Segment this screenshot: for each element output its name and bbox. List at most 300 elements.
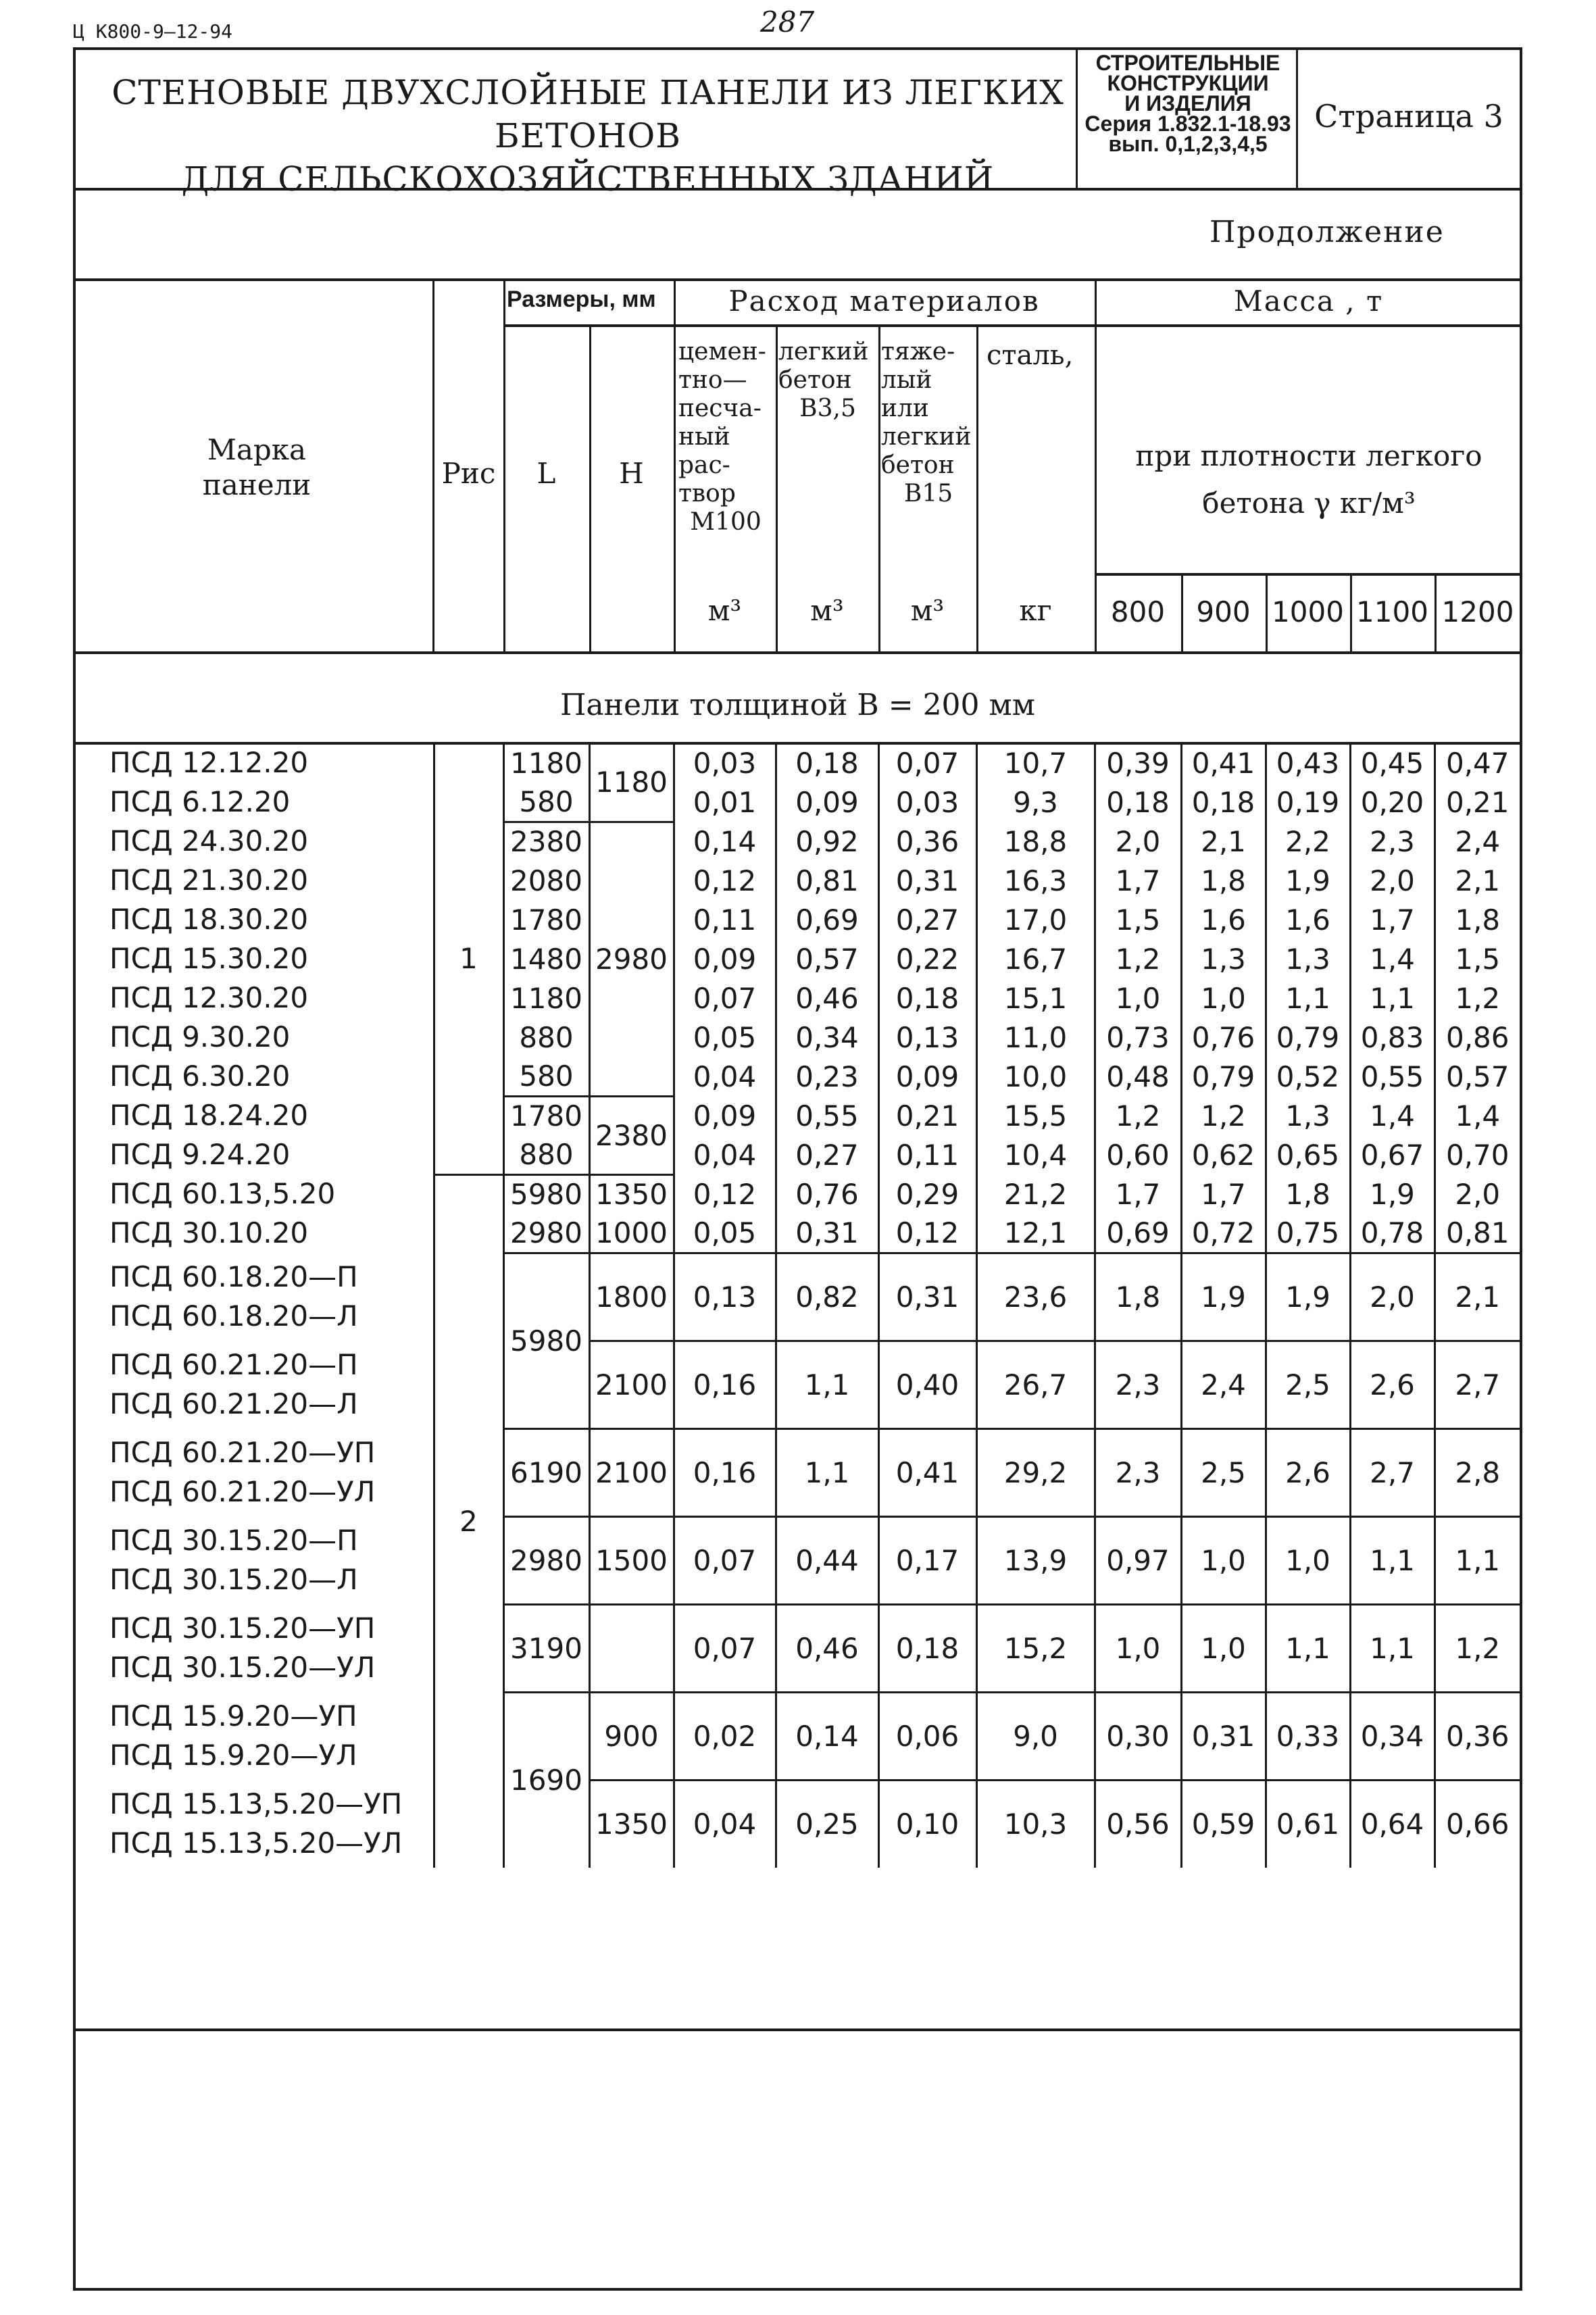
value-cell: 10,4 — [976, 1135, 1095, 1174]
series-line: Серия 1.832.1-18.93 — [1084, 111, 1291, 136]
length-L: 1480 — [503, 939, 589, 978]
value-cell: 0,21 — [1435, 782, 1520, 822]
panel-table — [76, 743, 1520, 1868]
value-cell: 1,8 — [1266, 1174, 1350, 1214]
value-cell: 0,79 — [1266, 1018, 1350, 1057]
panel-mark-pair — [76, 1516, 434, 1604]
value-cell: 1,1 — [1350, 1516, 1435, 1604]
value-cell: 0,97 — [1095, 1516, 1181, 1604]
value-cell: 2,7 — [1350, 1428, 1435, 1516]
length-L: 2980 — [503, 1214, 589, 1253]
hdr-text: лый — [881, 366, 932, 394]
value-cell: 2,0 — [1350, 861, 1435, 900]
value-cell: 0,07 — [674, 1516, 776, 1604]
table-row — [76, 861, 1520, 900]
table-row — [76, 1604, 1520, 1692]
height-H: 1500 — [589, 1516, 674, 1604]
hdr-text: панели — [202, 468, 311, 501]
value-cell: 0,46 — [776, 978, 878, 1018]
value-cell: 0,57 — [776, 939, 878, 978]
length-L: 1180 — [503, 743, 589, 782]
value-cell: 0,31 — [878, 1253, 976, 1341]
value-cell: 0,18 — [776, 743, 878, 782]
value-cell: 1,6 — [1266, 900, 1350, 939]
value-cell: 0,36 — [1435, 1692, 1520, 1780]
value-cell: 1,0 — [1181, 1604, 1266, 1692]
hdr-text: тно— — [678, 366, 747, 394]
figure-number: 2 — [434, 1174, 503, 1868]
value-cell: 1,7 — [1095, 1174, 1181, 1214]
panel-mark: ПСД 60.18.20—П — [109, 1260, 358, 1293]
value-cell: 0,09 — [674, 939, 776, 978]
unit-steel: кг — [1019, 594, 1052, 627]
value-cell: 15,2 — [976, 1604, 1095, 1692]
height-H: 2380 — [589, 1096, 674, 1174]
value-cell: 0,60 — [1095, 1135, 1181, 1174]
title-line-1: СТЕНОВЫЕ ДВУХСЛОЙНЫЕ ПАНЕЛИ ИЗ ЛЕГКИХ БЕТОНОВ — [111, 73, 1064, 155]
series-line: СТРОИТЕЛЬНЫЕ — [1095, 51, 1280, 75]
value-cell: 12,1 — [976, 1214, 1095, 1253]
panel-mark-pair — [76, 1341, 434, 1428]
height-H: 2100 — [589, 1341, 674, 1428]
value-cell: 0,22 — [878, 939, 976, 978]
value-cell: 13,9 — [976, 1516, 1095, 1604]
value-cell: 0,13 — [878, 1018, 976, 1057]
value-cell: 1,7 — [1350, 900, 1435, 939]
panel-mark: ПСД 60.21.20—УП — [109, 1436, 376, 1469]
value-cell: 0,07 — [674, 1604, 776, 1692]
series-line: И ИЗДЕЛИЯ — [1124, 91, 1251, 116]
fig-header: Рис — [441, 457, 496, 490]
value-cell: 1,9 — [1350, 1174, 1435, 1214]
value-cell: 15,1 — [976, 978, 1095, 1018]
value-cell: 0,46 — [776, 1604, 878, 1692]
value-cell: 0,82 — [776, 1253, 878, 1341]
density-1000: 1000 — [1272, 595, 1344, 628]
table-row — [76, 1018, 1520, 1057]
value-cell: 0,39 — [1095, 743, 1181, 782]
value-cell: 1,2 — [1095, 939, 1181, 978]
value-cell: 1,7 — [1181, 1174, 1266, 1214]
value-cell: 0,11 — [674, 900, 776, 939]
value-cell: 0,47 — [1435, 743, 1520, 782]
value-cell: 2,6 — [1266, 1428, 1350, 1516]
panel-mark: ПСД 18.30.20 — [109, 903, 309, 936]
value-cell: 0,61 — [1266, 1780, 1350, 1868]
value-cell: 0,31 — [776, 1214, 878, 1253]
height-H: 2980 — [589, 822, 674, 1096]
sizes-header: Размеры, мм — [507, 287, 656, 312]
hdr-text: тяже- — [881, 338, 955, 366]
table-row — [76, 1253, 1520, 1341]
series-line: вып. 0,1,2,3,4,5 — [1108, 132, 1268, 156]
value-cell: 0,41 — [878, 1428, 976, 1516]
value-cell: 1,6 — [1181, 900, 1266, 939]
table-bottom — [73, 2028, 1522, 2031]
table-row — [76, 1135, 1520, 1174]
value-cell: 1,0 — [1181, 1516, 1266, 1604]
title-line-2: ДЛЯ СЕЛЬСКОХОЗЯЙСТВЕННЫХ ЗДАНИЙ — [181, 159, 995, 199]
value-cell: 10,3 — [976, 1780, 1095, 1868]
value-cell: 2,1 — [1435, 1253, 1520, 1341]
length-L: 1780 — [503, 900, 589, 939]
table-row — [76, 1428, 1520, 1516]
value-cell: 0,27 — [878, 900, 976, 939]
panel-mark: ПСД 60.21.20—П — [109, 1348, 358, 1381]
density-800: 800 — [1110, 595, 1166, 628]
value-cell: 1,1 — [1350, 1604, 1435, 1692]
value-cell: 0,56 — [1095, 1780, 1181, 1868]
height-H: 1350 — [589, 1780, 674, 1868]
value-cell: 1,9 — [1266, 1253, 1350, 1341]
value-cell: 0,29 — [878, 1174, 976, 1214]
panel-mark-pair — [76, 1253, 434, 1341]
value-cell: 2,8 — [1435, 1428, 1520, 1516]
value-cell: 1,5 — [1095, 900, 1181, 939]
table-row — [76, 978, 1520, 1018]
hdr-line — [73, 651, 1522, 654]
hdr-text: бетон — [881, 451, 955, 479]
value-cell: 9,0 — [976, 1692, 1095, 1780]
length-L: 2980 — [503, 1516, 589, 1604]
value-cell: 0,19 — [1266, 782, 1350, 822]
value-cell: 0,41 — [1181, 743, 1266, 782]
value-cell: 1,4 — [1350, 1096, 1435, 1135]
value-cell: 0,79 — [1181, 1057, 1266, 1096]
light-concrete-header — [778, 338, 877, 423]
value-cell: 1,4 — [1350, 939, 1435, 978]
value-cell: 0,17 — [878, 1516, 976, 1604]
value-cell: 0,18 — [1181, 782, 1266, 822]
value-cell: 1,2 — [1095, 1096, 1181, 1135]
value-cell: 18,8 — [976, 822, 1095, 861]
value-cell: 0,72 — [1181, 1214, 1266, 1253]
value-cell: 1,2 — [1435, 1604, 1520, 1692]
table-row — [76, 1214, 1520, 1253]
panel-mark: ПСД 6.12.20 — [109, 785, 291, 818]
panel-mark: ПСД 60.13,5.20 — [109, 1177, 336, 1210]
value-cell: 1,8 — [1435, 900, 1520, 939]
value-cell: 2,7 — [1435, 1341, 1520, 1428]
value-cell: 0,55 — [1350, 1057, 1435, 1096]
length-L: 5980 — [503, 1174, 589, 1214]
value-cell: 0,76 — [1181, 1018, 1266, 1057]
value-cell: 0,67 — [1350, 1135, 1435, 1174]
value-cell: 0,14 — [674, 822, 776, 861]
length-L: 3190 — [503, 1604, 589, 1692]
value-cell: 0,69 — [1095, 1214, 1181, 1253]
continuation-label: Продолжение — [1210, 215, 1445, 249]
value-cell: 2,3 — [1350, 822, 1435, 861]
page-label: Страница 3 — [1314, 98, 1503, 134]
value-cell: 1,1 — [1435, 1516, 1520, 1604]
value-cell: 0,12 — [674, 861, 776, 900]
figure-number: 1 — [434, 743, 503, 1174]
value-cell: 2,1 — [1181, 822, 1266, 861]
length-L: 2380 — [503, 822, 589, 861]
value-cell: 29,2 — [976, 1428, 1095, 1516]
value-cell: 2,5 — [1266, 1341, 1350, 1428]
table-row — [76, 939, 1520, 978]
value-cell: 0,70 — [1435, 1135, 1520, 1174]
value-cell: 1,3 — [1266, 1096, 1350, 1135]
table-row — [76, 1692, 1520, 1780]
unit-light: м³ — [810, 594, 844, 627]
value-cell: 0,34 — [1350, 1692, 1435, 1780]
value-cell: 0,09 — [878, 1057, 976, 1096]
value-cell: 0,09 — [776, 782, 878, 822]
length-L: 580 — [503, 782, 589, 822]
hdr-text: В3,5 — [799, 395, 856, 422]
length-L: 1180 — [503, 978, 589, 1018]
panel-mark: ПСД 30.15.20—УП — [109, 1612, 376, 1645]
value-cell: 1,2 — [1435, 978, 1520, 1018]
value-cell: 0,12 — [674, 1174, 776, 1214]
value-cell: 2,4 — [1435, 822, 1520, 861]
panel-mark-pair — [76, 1428, 434, 1516]
value-cell: 0,12 — [878, 1214, 976, 1253]
value-cell: 0,83 — [1350, 1018, 1435, 1057]
panel-mark: ПСД 60.18.20—Л — [109, 1299, 358, 1333]
value-cell: 0,43 — [1266, 743, 1350, 782]
value-cell: 0,27 — [776, 1135, 878, 1174]
length-L: 880 — [503, 1135, 589, 1174]
value-cell: 0,86 — [1435, 1018, 1520, 1057]
value-cell: 0,20 — [1350, 782, 1435, 822]
height-H: 1350 — [589, 1174, 674, 1214]
value-cell: 0,25 — [776, 1780, 878, 1868]
value-cell: 0,13 — [674, 1253, 776, 1341]
value-cell: 0,76 — [776, 1174, 878, 1214]
value-cell: 2,4 — [1181, 1341, 1266, 1428]
value-cell: 0,02 — [674, 1692, 776, 1780]
value-cell: 0,81 — [776, 861, 878, 900]
section-title: Панели толщиной В = 200 мм — [560, 688, 1035, 722]
value-cell: 16,3 — [976, 861, 1095, 900]
panel-mark: ПСД 18.24.20 — [109, 1099, 309, 1132]
document-title — [101, 71, 1074, 201]
value-cell: 2,0 — [1095, 822, 1181, 861]
value-cell: 2,5 — [1181, 1428, 1266, 1516]
table-row — [76, 743, 1520, 782]
table-body — [76, 743, 1520, 1868]
value-cell: 0,06 — [878, 1692, 976, 1780]
panel-mark-pair — [76, 1692, 434, 1780]
length-L: 5980 — [503, 1253, 589, 1428]
table-row — [76, 782, 1520, 822]
panel-mark: ПСД 9.30.20 — [109, 1020, 291, 1053]
hdr-text: Марка — [207, 433, 307, 466]
value-cell: 0,04 — [674, 1057, 776, 1096]
handwritten-page-number: 287 — [760, 5, 815, 39]
value-cell: 0,18 — [878, 978, 976, 1018]
panel-mark: ПСД 6.30.20 — [109, 1060, 291, 1093]
value-cell: 0,04 — [674, 1135, 776, 1174]
value-cell: 0,33 — [1266, 1692, 1350, 1780]
value-cell: 2,6 — [1350, 1341, 1435, 1428]
density-1100: 1100 — [1356, 595, 1428, 628]
value-cell: 1,1 — [1266, 1604, 1350, 1692]
value-cell: 1,1 — [776, 1428, 878, 1516]
value-cell: 0,21 — [878, 1096, 976, 1135]
value-cell: 0,31 — [1181, 1692, 1266, 1780]
value-cell: 0,30 — [1095, 1692, 1181, 1780]
length-L: 1780 — [503, 1096, 589, 1135]
panel-mark: ПСД 15.13,5.20—УЛ — [109, 1826, 403, 1860]
value-cell: 1,5 — [1435, 939, 1520, 978]
value-cell: 0,64 — [1350, 1780, 1435, 1868]
table-row — [76, 1057, 1520, 1096]
value-cell: 0,78 — [1350, 1214, 1435, 1253]
length-L: 880 — [503, 1018, 589, 1057]
panel-mark: ПСД 60.21.20—Л — [109, 1387, 358, 1420]
value-cell: 2,3 — [1095, 1428, 1181, 1516]
value-cell: 0,62 — [1181, 1135, 1266, 1174]
hdr-text: рас- — [678, 451, 730, 479]
value-cell: 0,16 — [674, 1341, 776, 1428]
value-cell: 0,05 — [674, 1214, 776, 1253]
value-cell: 0,14 — [776, 1692, 878, 1780]
length-L: 580 — [503, 1057, 589, 1096]
value-cell: 1,0 — [1095, 1604, 1181, 1692]
unit-cement: м³ — [707, 594, 742, 627]
hdr-text: твор — [678, 480, 736, 507]
hdr-text: легкий — [881, 423, 972, 451]
height-H: 900 — [589, 1692, 674, 1780]
height-H: 1000 — [589, 1214, 674, 1253]
value-cell: 0,23 — [776, 1057, 878, 1096]
value-cell: 0,31 — [878, 861, 976, 900]
panel-mark-pair — [76, 1780, 434, 1868]
value-cell: 10,7 — [976, 743, 1095, 782]
materials-header: Расход материалов — [728, 284, 1040, 318]
hdr-text: М100 — [690, 508, 762, 536]
value-cell: 23,6 — [976, 1253, 1095, 1341]
L-header: L — [537, 457, 556, 490]
panel-mark: ПСД 30.15.20—УЛ — [109, 1651, 376, 1684]
hdr-text: цемен- — [678, 338, 766, 366]
value-cell: 2,2 — [1266, 822, 1350, 861]
table-row — [76, 822, 1520, 861]
value-cell: 0,03 — [878, 782, 976, 822]
panel-mark: ПСД 15.9.20—УП — [109, 1699, 357, 1733]
value-cell: 0,04 — [674, 1780, 776, 1868]
hdr-text: бетон — [778, 366, 852, 394]
value-cell: 1,7 — [1095, 861, 1181, 900]
value-cell: 0,36 — [878, 822, 976, 861]
series-box — [1080, 53, 1296, 154]
divider — [73, 278, 1522, 281]
hdr-text: при плотности легкого — [1135, 439, 1482, 472]
height-H: 1800 — [589, 1253, 674, 1341]
panel-mark: ПСД 30.15.20—Л — [109, 1563, 358, 1596]
steel-header: сталь, — [987, 340, 1074, 371]
value-cell: 0,65 — [1266, 1135, 1350, 1174]
value-cell: 1,3 — [1181, 939, 1266, 978]
value-cell: 1,3 — [1266, 939, 1350, 978]
value-cell: 1,8 — [1095, 1253, 1181, 1341]
H-header: H — [619, 457, 644, 490]
value-cell: 0,11 — [878, 1135, 976, 1174]
value-cell: 2,0 — [1435, 1174, 1520, 1214]
hdr-text: бетона γ кг/м³ — [1202, 487, 1416, 520]
value-cell: 9,3 — [976, 782, 1095, 822]
value-cell: 0,81 — [1435, 1214, 1520, 1253]
value-cell: 1,9 — [1266, 861, 1350, 900]
panel-mark: ПСД 15.30.20 — [109, 942, 309, 975]
panel-mark: ПСД 15.9.20—УЛ — [109, 1739, 357, 1772]
value-cell: 0,10 — [878, 1780, 976, 1868]
value-cell: 0,92 — [776, 822, 878, 861]
hdr-line — [1095, 573, 1522, 576]
value-cell: 0,01 — [674, 782, 776, 822]
value-cell: 1,0 — [1181, 978, 1266, 1018]
value-cell: 0,57 — [1435, 1057, 1520, 1096]
height-H — [589, 1604, 674, 1692]
value-cell: 0,16 — [674, 1428, 776, 1516]
value-cell: 0,75 — [1266, 1214, 1350, 1253]
hdr-text: легкий — [778, 338, 869, 366]
value-cell: 0,40 — [878, 1341, 976, 1428]
value-cell: 0,34 — [776, 1018, 878, 1057]
value-cell: 0,07 — [878, 743, 976, 782]
panel-mark: ПСД 30.15.20—П — [109, 1524, 358, 1557]
height-H: 1180 — [589, 743, 674, 822]
mark-header — [122, 432, 392, 503]
document-code: Ц К800-9—12-94 — [73, 20, 233, 43]
panel-mark: ПСД 9.24.20 — [109, 1138, 291, 1171]
value-cell: 0,45 — [1350, 743, 1435, 782]
height-H: 2100 — [589, 1428, 674, 1516]
table-row — [76, 900, 1520, 939]
cement-header — [678, 338, 773, 537]
panel-mark: ПСД 12.12.20 — [109, 746, 309, 779]
value-cell: 0,66 — [1435, 1780, 1520, 1868]
value-cell: 15,5 — [976, 1096, 1095, 1135]
series-line: КОНСТРУКЦИИ — [1107, 71, 1269, 95]
value-cell: 0,03 — [674, 743, 776, 782]
panel-mark-pair — [76, 1604, 434, 1692]
density-900: 900 — [1196, 595, 1251, 628]
title-divider — [1076, 47, 1078, 189]
value-cell: 1,1 — [776, 1341, 878, 1428]
value-cell: 0,59 — [1181, 1780, 1266, 1868]
unit-heavy: м³ — [910, 594, 945, 627]
value-cell: 11,0 — [976, 1018, 1095, 1057]
table-row — [76, 1516, 1520, 1604]
value-cell: 17,0 — [976, 900, 1095, 939]
hdr-line — [503, 324, 1522, 327]
value-cell: 0,73 — [1095, 1018, 1181, 1057]
heavy-concrete-header — [881, 338, 976, 508]
hdr-text: или — [881, 395, 929, 422]
hdr-text: песча- — [678, 395, 762, 422]
panel-mark: ПСД 24.30.20 — [109, 824, 309, 857]
value-cell: 1,2 — [1181, 1096, 1266, 1135]
table-row — [76, 1096, 1520, 1135]
panel-mark: ПСД 12.30.20 — [109, 981, 309, 1014]
length-L: 1690 — [503, 1692, 589, 1868]
value-cell: 2,3 — [1095, 1341, 1181, 1428]
table-row — [76, 1174, 1520, 1214]
value-cell: 0,05 — [674, 1018, 776, 1057]
hdr-text: ный — [678, 423, 730, 451]
panel-mark: ПСД 15.13,5.20—УП — [109, 1787, 403, 1820]
value-cell: 0,44 — [776, 1516, 878, 1604]
table-row — [76, 1341, 1520, 1428]
density-1200: 1200 — [1441, 595, 1514, 628]
value-cell: 0,48 — [1095, 1057, 1181, 1096]
